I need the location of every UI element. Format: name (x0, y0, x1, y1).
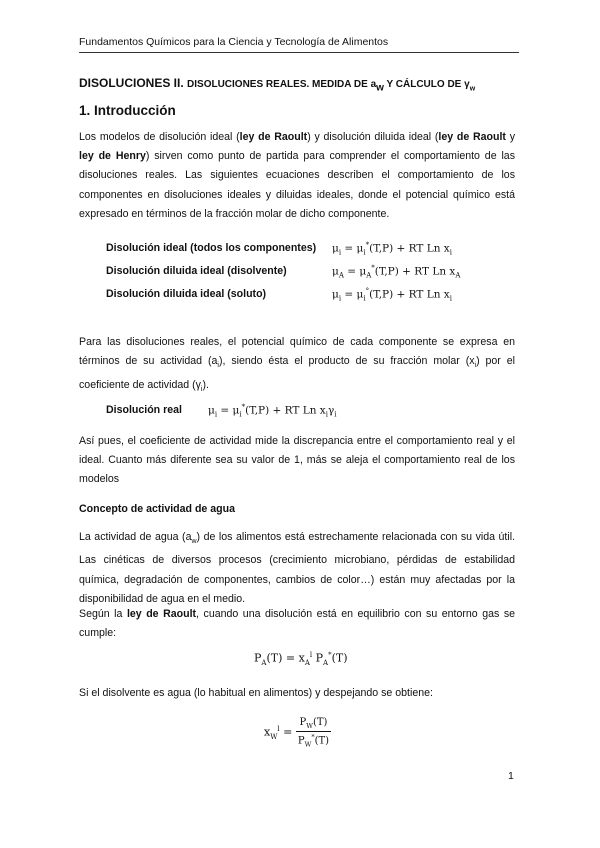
title-gamma: γ (464, 79, 470, 90)
raoult-text: , cuando una disolución está en equilibrio con su entorno gas se cumple: (79, 608, 516, 640)
equation-label-ideal: Disolución ideal (todos los componentes) (106, 242, 317, 254)
intro-bold-henry: ley de Henry (79, 150, 146, 163)
water-activity-heading: Concepto de actividad de agua (79, 503, 235, 515)
eq-symbol: x (264, 725, 271, 739)
raoult-bold: ley de Raoult (126, 608, 197, 620)
eq-sub: i (325, 410, 328, 419)
eq-sub: A (261, 658, 267, 667)
page-number: 1 (508, 770, 514, 782)
eq-text: = (279, 725, 296, 739)
real-text: ), siendo ésta el producto de su fracción molar (x (218, 355, 475, 368)
fraction (296, 717, 331, 748)
eq-text: (T) = x (266, 651, 305, 665)
eq-sub: W (270, 732, 278, 741)
intro-text: Los modelos de disolución ideal ( (79, 131, 240, 143)
eq-symbol: μ (332, 242, 339, 255)
raoult-law-paragraph (79, 605, 515, 643)
eq-symbol: P (312, 651, 324, 665)
water-sub: w (191, 538, 197, 546)
equation-label-dilute-solvent: Disolución diluida ideal (disolvente) (106, 265, 287, 277)
eq-text: = μ (341, 288, 364, 301)
eq-sup: * (371, 264, 375, 272)
raoult-text: Según la (79, 608, 127, 620)
mole-fraction-equation (264, 717, 331, 748)
eq-symbol: P (254, 651, 262, 665)
eq-text: (T,P) + RT Ln x (369, 288, 450, 301)
fraction-numerator (296, 717, 331, 732)
equation-real (208, 403, 337, 419)
real-text: ) por el coeficiente de actividad (γ (79, 355, 515, 391)
title-main: DISOLUCIONES II. (79, 76, 184, 90)
eq-sup: l (309, 651, 313, 659)
eq-sub: i (363, 294, 366, 303)
eq-symbol: P (299, 717, 307, 728)
running-header: Fundamentos Químicos para la Ciencia y Tecnología de Alimentos (79, 36, 389, 48)
intro-text: ) y disolución diluida ideal ( (307, 131, 439, 143)
eq-text: (T,P) + RT Ln x (374, 265, 456, 278)
water-activity-paragraph (79, 528, 515, 609)
section-title: 1. Introducción (79, 103, 176, 118)
eq-sub: A (366, 271, 372, 280)
intro-bold-raoult-2: ley de Raoult (438, 131, 506, 143)
eq-symbol: μ (332, 288, 339, 301)
title-sub-a: DISOLUCIONES REALES. MEDIDA DE a (187, 79, 377, 90)
title-sub-a-subscript: w (376, 82, 384, 94)
eq-sub: i (449, 248, 452, 257)
water-text: ) de los alimentos está estrechamente relacionada con su vida útil. Las cinéticas de diversos procesos (crecimiento microbiano, pérdidas de estabilidad química, degradación de componentes, cambios de color…) están muy afectadas por la disponibilidad de agua en el medio. (79, 531, 516, 605)
intro-paragraph (79, 128, 515, 224)
real-sub: i (474, 362, 477, 370)
intro-text: y (505, 131, 515, 143)
eq-symbol: γ (327, 404, 335, 417)
eq-text: (T,P) + RT Ln x (369, 242, 450, 255)
eq-sub: i (363, 248, 366, 257)
eq-text: = μ (343, 265, 367, 278)
title-gamma-subscript: w (469, 85, 476, 93)
raoult-equation (254, 651, 348, 667)
eq-text: (T,P) + RT Ln x (245, 404, 326, 417)
eq-text: (T) (331, 651, 348, 665)
equation-label-dilute-solute: Disolución diluida ideal (soluto) (106, 288, 267, 300)
eq-sub: A (338, 271, 344, 280)
eq-text: (T) (312, 717, 328, 728)
real-solutions-paragraph (79, 333, 515, 399)
eq-sub: i (214, 410, 218, 419)
eq-symbol: μ (208, 404, 215, 417)
eq-sup: * (241, 403, 246, 411)
activity-coefficient-paragraph: Así pues, el coeficiente de actividad mide la discrepancia entre el comportamiento real y el ideal. Cuanto más diferente sea su valor de 1, más se aleja el comportamiento real de los modelos (79, 435, 515, 486)
document-title (79, 76, 539, 93)
eq-text: (T) (314, 735, 330, 747)
real-text: ). (202, 378, 209, 391)
eq-symbol: P (297, 735, 305, 747)
real-text: Para las disoluciones reales, el potencial químico de cada componente se expresa en términos de su actividad (a (79, 336, 515, 368)
eq-sup: * (365, 241, 370, 249)
intro-text: ) sirven como punto de partida para comprender el comportamiento de las disoluciones reales. Las siguientes ecuaciones describen el comportamiento de los componentes en disoluciones ideales y diluidas ideales, donde el potencial químico está expresado en términos de la fracción molar de dicho componente. (79, 150, 515, 220)
title-sub-b: Y CÁLCULO DE (383, 79, 465, 90)
eq-sub: i (338, 294, 342, 303)
eq-sup: l (277, 725, 280, 734)
eq-sub: A (455, 271, 461, 280)
equation-dilute-solute (332, 287, 452, 303)
water-solvent-paragraph: Si el disolvente es agua (lo habitual en alimentos) y despejando se obtiene: (79, 687, 433, 699)
eq-sub: A (323, 658, 329, 667)
eq-sup: * (311, 733, 315, 741)
eq-text: = μ (341, 242, 364, 255)
equation-dilute-solvent (332, 264, 460, 280)
eq-sub: A (304, 658, 310, 667)
eq-sub: W (306, 722, 313, 730)
header-rule (79, 52, 519, 53)
water-text: La actividad de agua (a (79, 531, 192, 543)
equation-label-real: Disolución real (106, 404, 182, 416)
eq-sub: i (338, 248, 342, 257)
eq-text: = μ (217, 404, 240, 417)
fraction-denominator (296, 732, 331, 748)
intro-bold-raoult: ley de Raoult (239, 131, 308, 143)
eq-sup: ° (365, 287, 370, 295)
eq-symbol: μ (332, 265, 339, 278)
eq-sub: i (239, 410, 242, 419)
eq-sub: i (334, 410, 337, 419)
eq-sub: W (304, 740, 312, 749)
real-sub: i (217, 362, 219, 370)
real-sub: i (200, 385, 203, 393)
eq-sup: * (328, 651, 332, 659)
equation-ideal (332, 241, 452, 257)
eq-sub: i (449, 294, 452, 303)
